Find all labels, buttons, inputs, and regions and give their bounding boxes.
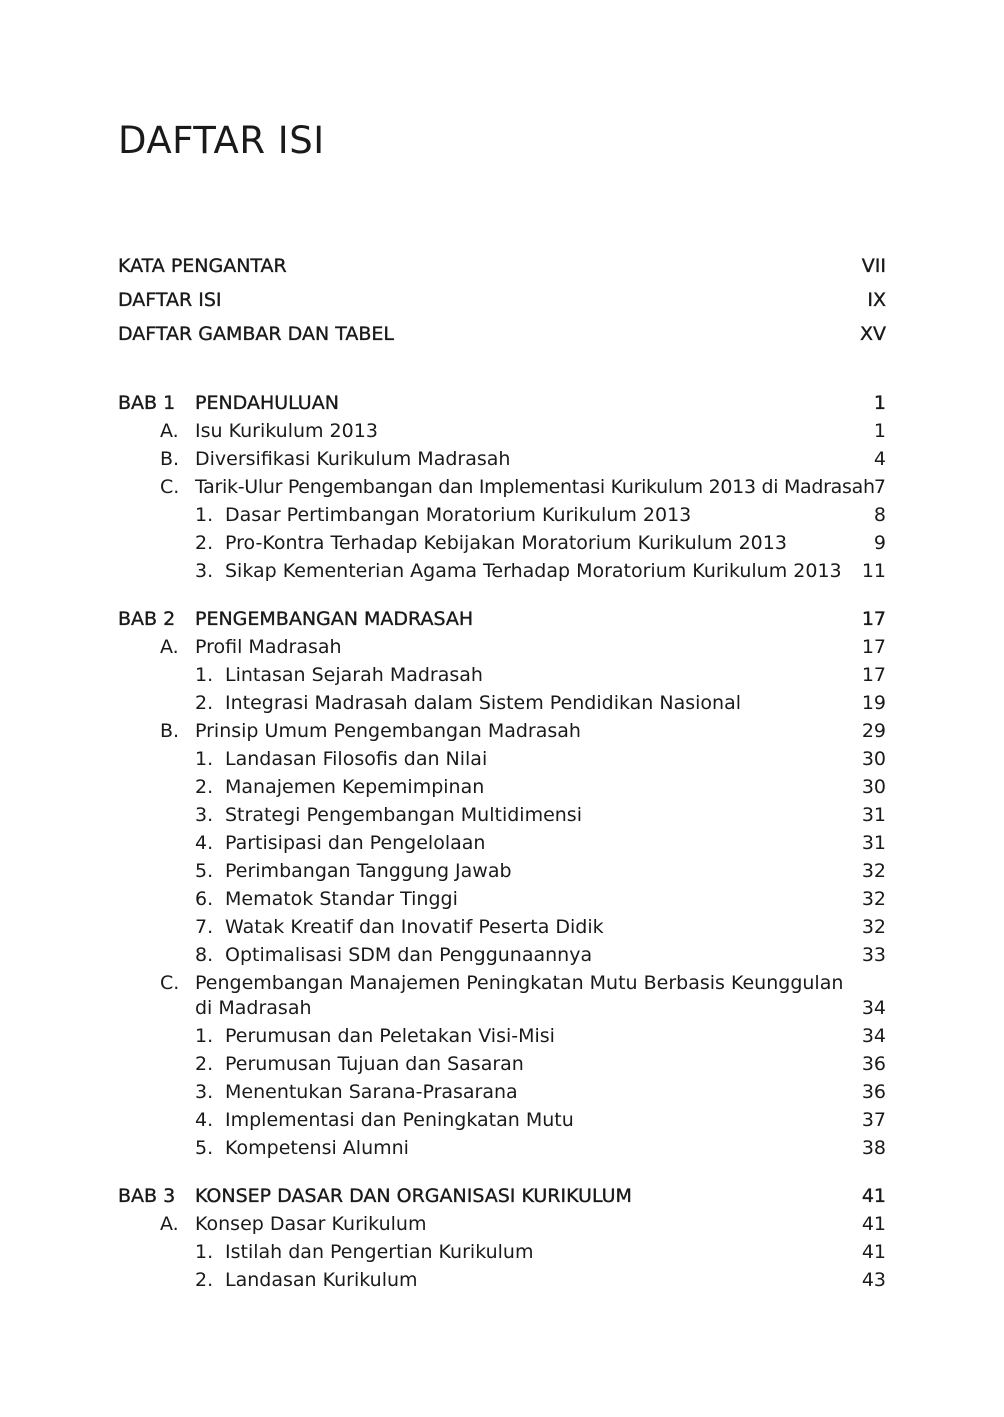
- chapter-page: 17: [861, 608, 886, 630]
- subsection-entry: [0, 941, 1004, 969]
- subsection-page: 11: [861, 560, 886, 582]
- subsection-entry: [0, 557, 1004, 585]
- subsection-page: 41: [861, 1241, 886, 1263]
- section-title: Isu Kurikulum 2013: [195, 420, 378, 442]
- section-letter: A.: [160, 420, 179, 442]
- chapter-title: KONSEP DASAR DAN ORGANISASI KURIKULUM: [195, 1185, 632, 1207]
- section-page: 4: [873, 448, 886, 470]
- section-entry: [0, 417, 1004, 445]
- section-entry: [0, 1210, 1004, 1238]
- chapter-page: 41: [861, 1185, 886, 1207]
- section-entry: [0, 473, 1004, 501]
- section-title-continued: di Madrasah: [195, 997, 312, 1019]
- subsection-entry: [0, 1078, 1004, 1106]
- subsection-entry: [0, 1106, 1004, 1134]
- section-page: 29: [861, 720, 886, 742]
- subsection-entry: [0, 857, 1004, 885]
- subsection-entry: [0, 913, 1004, 941]
- subsection-entry: [0, 529, 1004, 557]
- subsection-page: 43: [861, 1269, 886, 1291]
- section-entry: [0, 633, 1004, 661]
- subsection-title: Strategi Pengembangan Multidimensi: [225, 804, 582, 826]
- subsection-page: 32: [861, 860, 886, 882]
- subsection-number: 7.: [195, 916, 214, 938]
- subsection-entry: [0, 885, 1004, 913]
- subsection-title: Integrasi Madrasah dalam Sistem Pendidikan Nasional: [225, 692, 741, 714]
- chapter-number: BAB 3: [118, 1185, 176, 1207]
- section-letter: B.: [160, 720, 180, 742]
- subsection-page: 37: [861, 1109, 886, 1131]
- subsection-number: 8.: [195, 944, 214, 966]
- subsection-page: 33: [861, 944, 886, 966]
- subsection-number: 1.: [195, 1241, 214, 1263]
- entry-page: XV: [859, 323, 886, 345]
- subsection-page: 30: [861, 748, 886, 770]
- subsection-number: 3.: [195, 560, 214, 582]
- section-letter: A.: [160, 636, 179, 658]
- subsection-title: Mematok Standar Tinggi: [225, 888, 458, 910]
- subsection-entry: [0, 1238, 1004, 1266]
- subsection-title: Landasan Kurikulum: [225, 1269, 418, 1291]
- section-letter: B.: [160, 448, 180, 470]
- subsection-entry: [0, 829, 1004, 857]
- subsection-number: 4.: [195, 832, 214, 854]
- section-title: Profil Madrasah: [195, 636, 342, 658]
- section-letter: C.: [160, 972, 180, 994]
- subsection-entry: [0, 745, 1004, 773]
- chapter-number: BAB 1: [118, 392, 176, 414]
- subsection-page: 34: [861, 1025, 886, 1047]
- subsection-entry: [0, 501, 1004, 529]
- chapter-page: 1: [873, 392, 886, 414]
- chapter-title: PENGEMBANGAN MADRASAH: [195, 608, 474, 630]
- subsection-number: 3.: [195, 804, 214, 826]
- section-entry-continuation: [0, 994, 1004, 1022]
- subsection-title: Perumusan Tujuan dan Sasaran: [225, 1053, 524, 1075]
- subsection-entry: [0, 689, 1004, 717]
- toc-front-entry: [0, 286, 1004, 314]
- subsection-page: 32: [861, 916, 886, 938]
- subsection-title: Implementasi dan Peningkatan Mutu: [225, 1109, 574, 1131]
- subsection-number: 3.: [195, 1081, 214, 1103]
- entry-label: DAFTAR GAMBAR DAN TABEL: [118, 323, 394, 345]
- subsection-title: Pro-Kontra Terhadap Kebijakan Moratorium Kurikulum 2013: [225, 532, 787, 554]
- entry-page: IX: [867, 289, 886, 311]
- subsection-title: Landasan Filosofis dan Nilai: [225, 748, 488, 770]
- subsection-entry: [0, 801, 1004, 829]
- subsection-title: Kompetensi Alumni: [225, 1137, 409, 1159]
- subsection-page: 36: [861, 1053, 886, 1075]
- subsection-page: 31: [861, 804, 886, 826]
- section-page: 17: [861, 636, 886, 658]
- subsection-number: 1.: [195, 664, 214, 686]
- section-title: Diversifikasi Kurikulum Madrasah: [195, 448, 511, 470]
- section-page: 41: [861, 1213, 886, 1235]
- subsection-number: 2.: [195, 1053, 214, 1075]
- subsection-page: 30: [861, 776, 886, 798]
- subsection-title: Perimbangan Tanggung Jawab: [225, 860, 512, 882]
- section-letter: C.: [160, 476, 180, 498]
- section-entry: [0, 717, 1004, 745]
- chapter-heading: [0, 605, 1004, 633]
- subsection-number: 5.: [195, 1137, 214, 1159]
- chapter-title: PENDAHULUAN: [195, 392, 339, 414]
- subsection-entry: [0, 1050, 1004, 1078]
- subsection-page: 8: [873, 504, 886, 526]
- subsection-title: Optimalisasi SDM dan Penggunaannya: [225, 944, 593, 966]
- subsection-page: 19: [861, 692, 886, 714]
- chapter-number: BAB 2: [118, 608, 176, 630]
- subsection-number: 2.: [195, 776, 214, 798]
- chapter-heading: [0, 389, 1004, 417]
- subsection-title: Dasar Pertimbangan Moratorium Kurikulum 2013: [225, 504, 692, 526]
- subsection-title: Lintasan Sejarah Madrasah: [225, 664, 483, 686]
- subsection-number: 2.: [195, 532, 214, 554]
- subsection-number: 5.: [195, 860, 214, 882]
- subsection-title: Menentukan Sarana-Prasarana: [225, 1081, 518, 1103]
- page-title: DAFTAR ISI: [118, 119, 325, 162]
- entry-label: DAFTAR ISI: [118, 289, 222, 311]
- chapter-heading: [0, 1182, 1004, 1210]
- toc-front-entry: [0, 320, 1004, 348]
- subsection-page: 31: [861, 832, 886, 854]
- subsection-entry: [0, 773, 1004, 801]
- section-title: Konsep Dasar Kurikulum: [195, 1213, 427, 1235]
- subsection-title: Perumusan dan Peletakan Visi-Misi: [225, 1025, 555, 1047]
- subsection-page: 38: [861, 1137, 886, 1159]
- subsection-number: 2.: [195, 692, 214, 714]
- subsection-title: Manajemen Kepemimpinan: [225, 776, 485, 798]
- subsection-page: 32: [861, 888, 886, 910]
- subsection-number: 4.: [195, 1109, 214, 1131]
- subsection-number: 2.: [195, 1269, 214, 1291]
- subsection-title: Istilah dan Pengertian Kurikulum: [225, 1241, 534, 1263]
- subsection-title: Partisipasi dan Pengelolaan: [225, 832, 486, 854]
- subsection-number: 1.: [195, 1025, 214, 1047]
- subsection-number: 6.: [195, 888, 214, 910]
- subsection-page: 9: [873, 532, 886, 554]
- subsection-number: 1.: [195, 504, 214, 526]
- section-page: 34: [861, 997, 886, 1019]
- section-page: 1: [873, 420, 886, 442]
- section-letter: A.: [160, 1213, 179, 1235]
- subsection-title: Watak Kreatif dan Inovatif Peserta Didik: [225, 916, 604, 938]
- subsection-title: Sikap Kementerian Agama Terhadap Moratorium Kurikulum 2013: [225, 560, 842, 582]
- subsection-page: 36: [861, 1081, 886, 1103]
- section-entry: [0, 969, 1004, 997]
- toc-front-entry: [0, 252, 1004, 280]
- subsection-entry: [0, 1134, 1004, 1162]
- section-entry: [0, 445, 1004, 473]
- entry-page: VII: [861, 255, 886, 277]
- subsection-entry: [0, 1022, 1004, 1050]
- subsection-number: 1.: [195, 748, 214, 770]
- section-page: 7: [873, 476, 886, 498]
- subsection-entry: [0, 1266, 1004, 1294]
- section-title: Pengembangan Manajemen Peningkatan Mutu Berbasis Keunggulan: [195, 972, 844, 994]
- entry-label: KATA PENGANTAR: [118, 255, 287, 277]
- section-title: Prinsip Umum Pengembangan Madrasah: [195, 720, 581, 742]
- subsection-page: 17: [861, 664, 886, 686]
- section-title: Tarik-Ulur Pengembangan dan Implementasi Kurikulum 2013 di Madrasah: [195, 476, 875, 498]
- subsection-entry: [0, 661, 1004, 689]
